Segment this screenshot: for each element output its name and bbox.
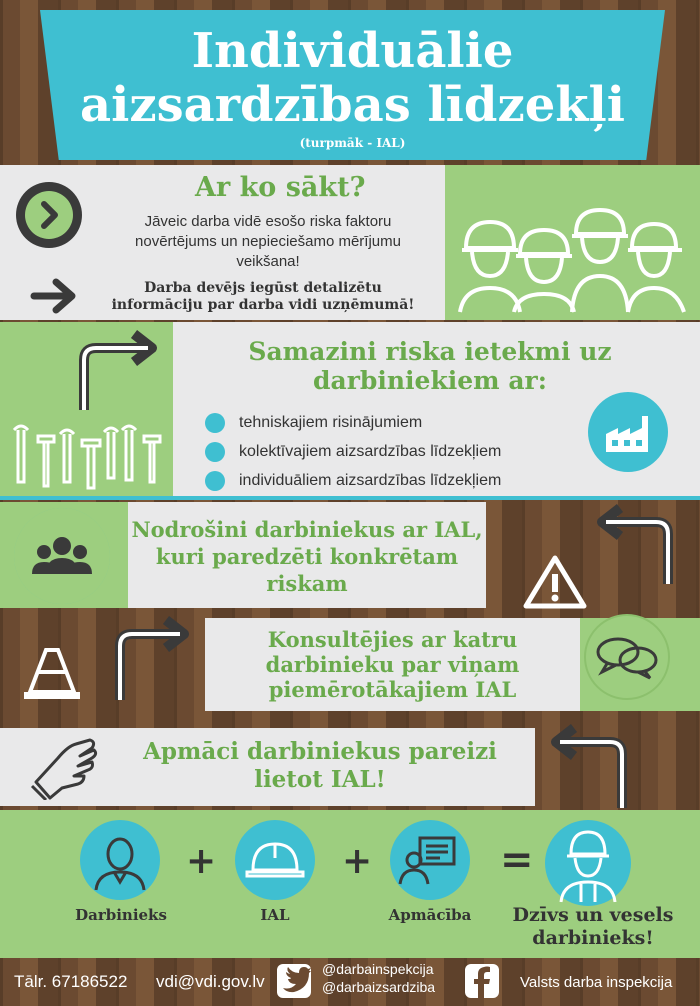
page-subtitle: (turpmāk - IAL)	[299, 136, 406, 150]
step1-heading: Ar ko sākt?	[195, 172, 366, 203]
turn-right-arrow-icon	[72, 326, 172, 416]
turn-left-arrow-icon	[588, 500, 684, 588]
turn-right-arrow-icon	[108, 612, 204, 704]
tools-icon	[8, 422, 168, 492]
arrow-right-icon	[30, 276, 80, 316]
worker-icon	[80, 820, 160, 900]
page-title: Individuālie aizsardzības līdzekļi	[79, 23, 625, 133]
group-icon	[14, 508, 110, 604]
list-item: tehniskajiem risinājumiem	[205, 413, 501, 442]
label-apmaciba: Apmācība	[388, 906, 472, 924]
step2-heading: Samazini riska ietekmi uz darbiniekiem ar:	[248, 337, 612, 395]
facebook-icon[interactable]	[465, 964, 499, 998]
next-icon	[16, 182, 82, 248]
phone-text: Tālr. 67186522	[14, 972, 128, 991]
healthy-worker-icon	[545, 820, 631, 906]
label-darbinieks: Darbinieks	[75, 906, 167, 924]
list-item: kolektīvajiem aizsardzības līdzekļiem	[205, 442, 501, 471]
step3-heading: Nodrošini darbiniekus ar IAL, kuri paredzēti konkrētam riskam	[131, 517, 483, 596]
training-icon	[390, 820, 470, 900]
twitter-icon[interactable]	[277, 964, 311, 998]
org-name: Valsts darba inspekcija	[520, 974, 673, 991]
twitter-handles[interactable]: @darbainspekcija @darbaizsardziba	[322, 961, 436, 995]
glove-icon	[28, 736, 104, 800]
helmet-icon	[235, 820, 315, 900]
email-link[interactable]: vdi@vdi.gov.lv	[156, 972, 265, 991]
step1-note: Darba devējs iegūst detalizētu informāciju par darba vidi uzņēmumā!	[111, 280, 415, 313]
equals-sign: =	[500, 836, 534, 883]
warning-icon	[520, 552, 590, 612]
turn-left-arrow-icon	[542, 720, 642, 812]
list-item: individuāliem aizsardzības līdzekļiem	[205, 471, 501, 500]
plus-sign: +	[342, 840, 373, 882]
step1-text: Jāveic darba vidē esošo riska faktoru novērtējums un nepieciešamo mērījumu veikšana!	[135, 213, 401, 270]
step4-heading: Konsultējies ar katru darbinieku par viņam piemērotākajiem IAL	[265, 627, 520, 702]
plus-sign: +	[186, 840, 217, 882]
traffic-cone-icon	[20, 646, 84, 702]
label-ial: IAL	[260, 906, 290, 924]
footer	[0, 958, 700, 1006]
workers-icon	[452, 204, 692, 314]
step2-list	[205, 413, 501, 500]
factory-icon	[588, 392, 668, 472]
chat-icon	[584, 614, 670, 700]
label-result: Dzīvs un vesels darbinieks!	[512, 904, 674, 949]
step5-heading: Apmāci darbiniekus pareizi lietot IAL!	[143, 738, 497, 793]
